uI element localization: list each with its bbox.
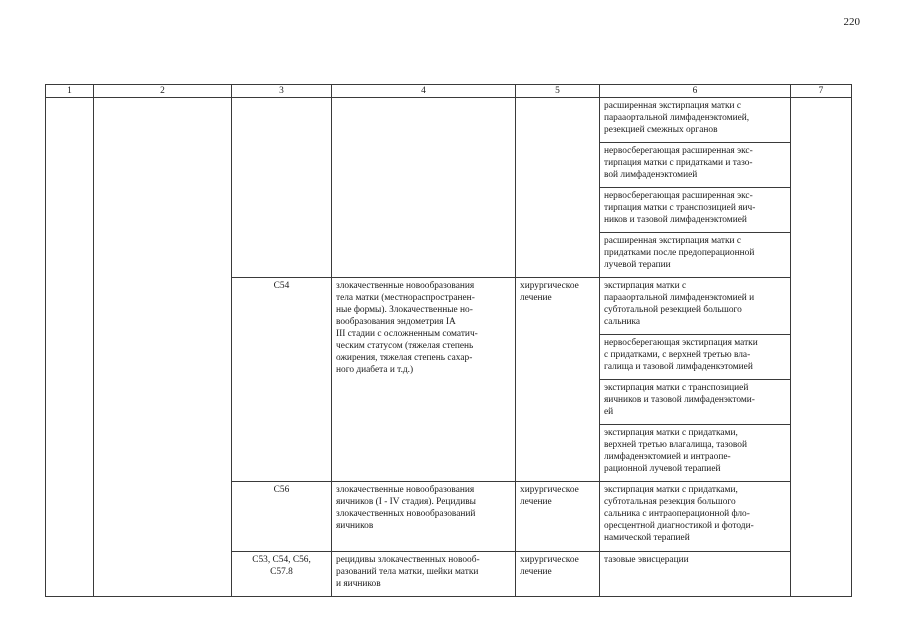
treatment-method-line: намической терапией [604,533,690,543]
treatment-method-cell [600,98,791,143]
treatment-method-line: расширенная экстирпация матки с [604,236,742,246]
treatment-method-line: нервосберегающая экстирпация матки [604,338,758,348]
treatment-method-line: парааортальной лимфаденэктомией, [604,113,750,123]
diagnosis-code-cell [232,98,332,278]
treatment-type-line: лечение [520,293,552,303]
treatment-method-cell [600,278,791,335]
table-row [46,98,852,143]
treatment-method-line: тазовые эвисцерации [604,555,689,565]
treatment-method-cell [600,482,791,552]
model-description-line: злокачественных новообразований [336,509,476,519]
treatment-type-line: лечение [520,497,552,507]
column-number-7: 7 [791,85,852,98]
model-description-line: ожирения, тяжелая степень сахар- [336,353,473,363]
treatment-method-cell [600,233,791,278]
model-description-line: и яичников [336,579,381,589]
treatment-type-cell [516,98,600,278]
diagnosis-code-cell [232,278,332,482]
model-description-line: III стадии с осложненным соматич- [336,329,478,339]
model-description-line: вообразования эндометрия IA [336,317,456,327]
diagnosis-code-cell [232,482,332,552]
treatment-method-line: сальника с интраоперационной фло- [604,509,750,519]
diagnosis-code-cell [232,552,332,597]
treatment-method-cell [600,335,791,380]
treatment-method-line: галища и тазовой лимфаденкэтомией [604,362,753,372]
treatment-method-line: нервосберегающая расширенная экс- [604,146,753,156]
treatment-type-cell [516,278,600,482]
treatment-method-line: ей [604,407,614,417]
model-description-line: яичников (I - IV стадия). Рецидивы [336,497,476,507]
model-description-cell [332,552,516,597]
column-number-6: 6 [600,85,791,98]
treatment-method-line: рационной лучевой терапией [604,464,721,474]
model-description-line: рецидивы злокачественных новооб- [336,555,480,565]
diagnosis-code-line: C56 [273,485,290,495]
treatment-method-line: нервосберегающая расширенная экс- [604,191,753,201]
treatment-method-line: оресцентной диагностикой и фотоди- [604,521,754,531]
treatment-method-line: экстирпация матки с придатками, [604,485,738,495]
col7-cell [791,98,852,597]
diagnosis-code-line: C57.8 [270,567,293,577]
column-number-row [46,85,852,98]
treatment-method-line: экстирпация матки с [604,281,687,291]
treatment-method-line: яичников и тазовой лимфаденэктоми- [604,395,755,405]
model-description-cell [332,98,516,278]
page-number: 220 [843,16,860,28]
model-description-line: злокачественные новообразования [336,485,475,495]
medical-care-table [45,84,852,597]
treatment-type-cell [516,552,600,597]
treatment-method-line: ников и тазовой лимфаденэктомией [604,215,747,225]
model-description-line: ного диабета и т.д.) [336,365,414,375]
treatment-method-line: парааортальной лимфаденэктомией и [604,293,755,303]
treatment-method-line: лимфаденэктомией и интраопе- [604,452,731,462]
model-description-line: ческим статусом (тяжелая степень [336,341,474,351]
treatment-type-line: хирургическое [520,555,579,565]
treatment-method-cell [600,552,791,597]
treatment-method-line: придатками после предоперационной [604,248,755,258]
model-description-line: ные формы). Злокачественные но- [336,305,473,315]
model-description-line: злокачественные новообразования [336,281,475,291]
column-number-2: 2 [94,85,232,98]
column-number-1: 1 [46,85,94,98]
treatment-type-line: лечение [520,567,552,577]
diagnosis-code-line: C53, C54, C56, [252,555,311,565]
col2-cell [94,98,232,597]
treatment-method-line: тирпация матки с транспозицией яич- [604,203,756,213]
column-number-5: 5 [516,85,600,98]
treatment-type-line: хирургическое [520,485,579,495]
treatment-type-line: хирургическое [520,281,579,291]
treatment-type-cell [516,482,600,552]
col1-cell [46,98,94,597]
treatment-method-line: вой лимфаденэктомией [604,170,698,180]
model-description-line: разований тела матки, шейки матки [336,567,479,577]
model-description-cell [332,482,516,552]
diagnosis-code-line: C54 [273,281,290,291]
treatment-method-line: сальника [604,317,641,327]
treatment-method-cell [600,380,791,425]
treatment-method-cell [600,143,791,188]
treatment-method-line: экстирпация матки с придатками, [604,428,738,438]
treatment-method-line: резекцией смежных органов [604,125,718,135]
treatment-method-line: расширенная экстирпация матки с [604,101,742,111]
treatment-method-cell [600,425,791,482]
treatment-method-line: верхней третью влагалища, тазовой [604,440,747,450]
model-description-cell [332,278,516,482]
treatment-method-line: лучевой терапии [604,260,671,270]
model-description-line: тела матки (местнораспространен- [336,293,475,303]
treatment-method-cell [600,188,791,233]
treatment-method-line: тирпация матки с придатками и тазо- [604,158,753,168]
column-number-4: 4 [332,85,516,98]
model-description-line: яичников [336,521,374,531]
column-number-3: 3 [232,85,332,98]
treatment-method-line: экстирпация матки с транспозицией [604,383,749,393]
treatment-method-line: субтотальной резекцией большого [604,305,742,315]
treatment-method-line: с придатками, с верхней третью вла- [604,350,751,360]
treatment-method-line: субтотальная резекция большого [604,497,736,507]
